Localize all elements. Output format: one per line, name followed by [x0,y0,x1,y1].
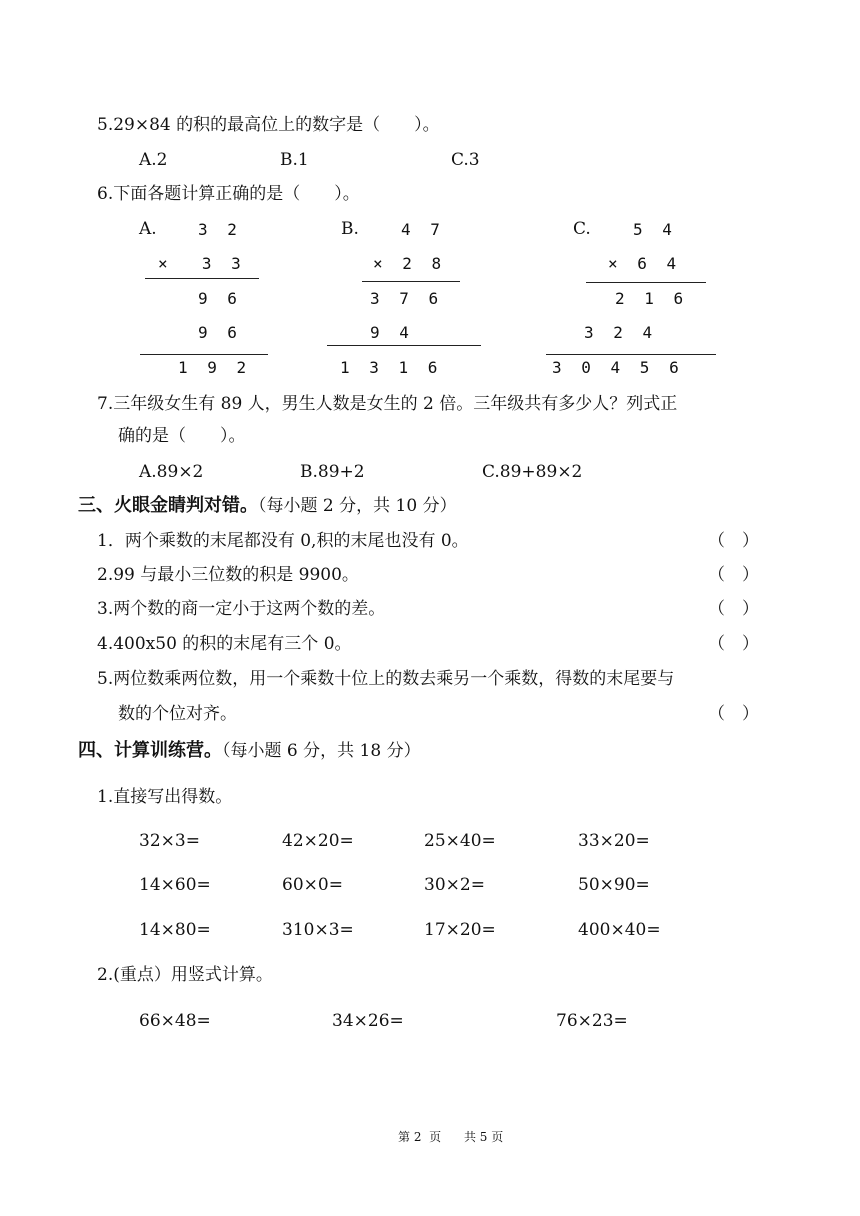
vertical-calc-item: 34×26= [332,1011,404,1031]
q5-stem: 5.29×84 的积的最高位上的数字是（ ）。 [97,115,440,135]
answer-bracket-5[interactable]: （ ） [708,704,759,724]
q6-option-b-label: B. [341,219,359,239]
section3-item-3: 3.两个数的商一定小于这两个数的差。 [97,599,386,619]
q6-b-row-5: 1 3 1 6 [340,358,443,377]
q7-stem-line2: 确的是（ ）。 [118,426,246,446]
q6-stem: 6.下面各题计算正确的是（ ）。 [97,184,360,204]
q5-option-a: A.2 [139,150,168,170]
q6-c-row-5: 3 0 4 5 6 [552,358,684,377]
oral-item: 400×40= [578,920,661,940]
oral-item: 30×2= [424,875,485,895]
answer-bracket-3[interactable]: （ ） [708,599,759,619]
q6-b-row-1: 4 7 [401,220,445,239]
q6-option-a-label: A. [139,219,157,239]
q6-a-rule-1 [145,278,259,279]
page-footer: 第 2 页 共 5 页 [398,1130,504,1144]
section4-sub2: 2.(重点）用竖式计算。 [97,965,273,985]
q6-b-rule-2 [327,345,481,346]
q6-c-rule-2 [546,354,716,355]
oral-item: 42×20= [282,831,354,851]
q6-b-row-2: × 2 8 [373,254,447,273]
oral-item: 60×0= [282,875,343,895]
q6-c-row-2: × 6 4 [608,254,682,273]
answer-bracket-2[interactable]: （ ） [708,565,759,585]
q6-a-row-5: 1 9 2 [178,358,252,377]
section4-points: （每小题 6 分，共 18 分） [222,741,421,761]
answer-bracket-1[interactable]: （ ） [708,531,759,551]
section4-title: 四、计算训练营。 [78,740,222,761]
oral-item: 17×20= [424,920,496,940]
q6-b-row-3: 3 7 6 [370,289,444,308]
section3-points: （每小题 2 分，共 10 分） [258,496,457,516]
q6-a-row-2: × 3 3 [158,254,246,273]
section3-item-5: 5.两位数乘两位数，用一个乘数十位上的数去乘另一个乘数，得数的末尾要与 [97,669,675,689]
oral-item: 50×90= [578,875,650,895]
section3-heading [78,497,457,515]
q7-option-a: A.89×2 [139,462,204,482]
q6-option-c-label: C. [573,219,591,239]
section4-heading [78,742,421,760]
section4-sub1: 1.直接写出得数。 [97,787,233,807]
q6-b-rule-1 [362,281,460,282]
vertical-calc-item: 76×23= [556,1011,628,1031]
oral-item: 33×20= [578,831,650,851]
q7-stem-line1: 7.三年级女生有 89 人，男生人数是女生的 2 倍。三年级共有多少人？列式正 [97,394,678,414]
section3-item-4: 4.400x50 的积的末尾有三个 0。 [97,634,352,654]
q6-a-rule-2 [140,354,268,355]
oral-item: 25×40= [424,831,496,851]
q5-option-c: C.3 [451,150,480,170]
section3-item-1: 1．两个乘数的末尾都没有 0,积的末尾也没有 0。 [97,531,469,551]
q6-a-row-3: 9 6 [198,289,242,308]
oral-item: 14×60= [139,875,211,895]
section3-title: 三、火眼金睛判对错。 [78,495,258,516]
oral-item: 310×3= [282,920,354,940]
q6-c-row-3: 2 1 6 [615,289,689,308]
answer-bracket-4[interactable]: （ ） [708,634,759,654]
q6-c-rule-1 [586,282,706,283]
q6-b-row-4: 9 4 [370,323,414,342]
q6-c-row-1: 5 4 [633,220,677,239]
oral-item: 32×3= [139,831,200,851]
section3-item-5-line2: 数的个位对齐。 [118,704,237,724]
q7-option-b: B.89+2 [300,462,365,482]
oral-item: 14×80= [139,920,211,940]
q6-a-row-1: 3 2 [198,220,242,239]
q7-option-c: C.89+89×2 [482,462,583,482]
q6-a-row-4: 9 6 [198,323,242,342]
q5-option-b: B.1 [280,150,309,170]
vertical-calc-item: 66×48= [139,1011,211,1031]
q6-c-row-4: 3 2 4 [584,323,658,342]
section3-item-2: 2.99 与最小三位数的积是 9900。 [97,565,359,585]
